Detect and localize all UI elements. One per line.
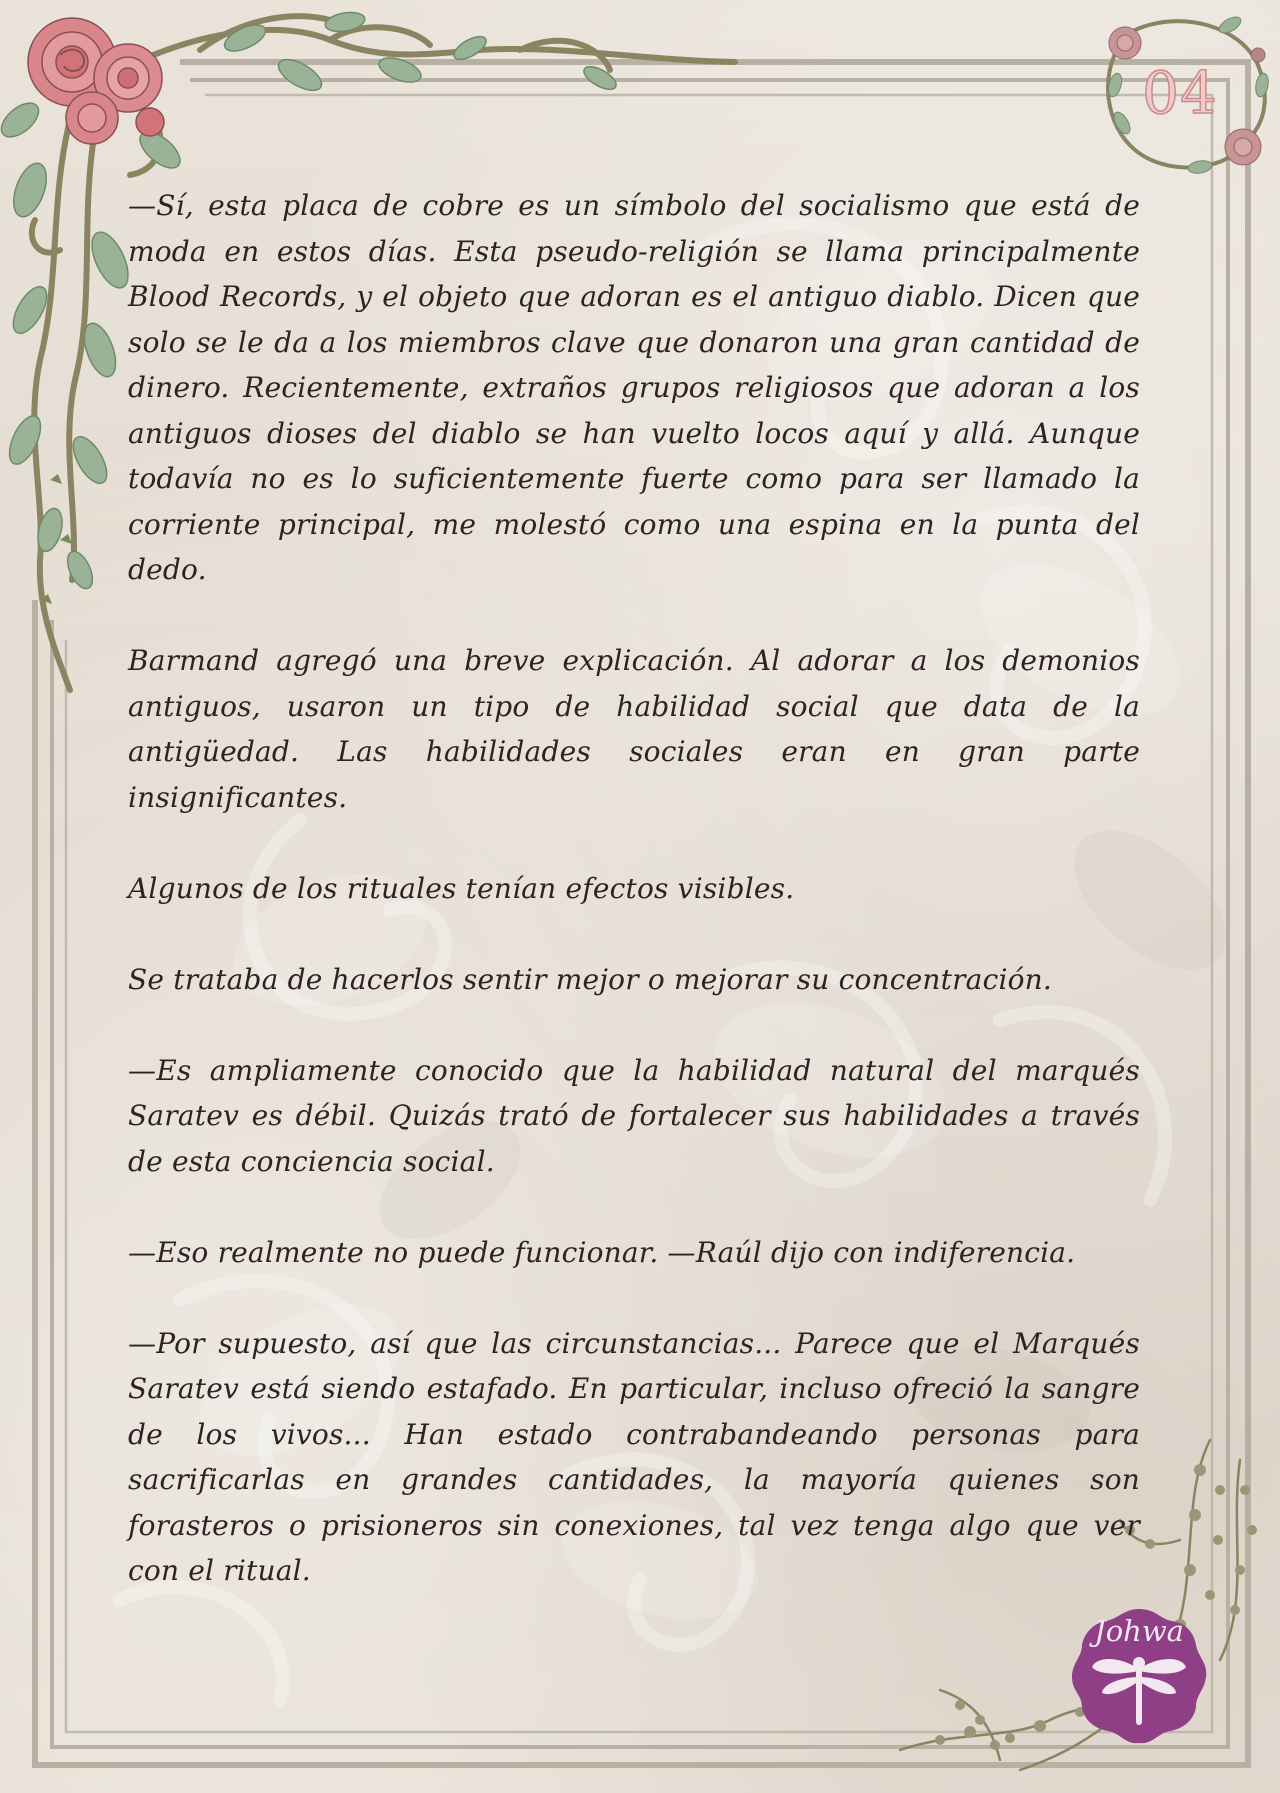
johwa-badge-label: Johwa: [1094, 1614, 1184, 1648]
paragraph: —Eso realmente no puede funcionar. —Raúl dijo con indiferencia.: [128, 1235, 1076, 1269]
paragraph: —Por supuesto, así que las circunstancias... Parece que el Marqués Saratev está siendo estafado. En particular, incluso ofreció la sangre de los vivos... Han estado contrabandeando personas para sacrificarlas en grandes cantidades, la mayoría quienes son forasteros o prisioneros sin conexiones, tal vez tenga algo que ver con el ritual.: [128, 1326, 1140, 1587]
page-number: 04: [1142, 59, 1218, 127]
paragraph: Se trataba de hacerlos sentir mejor o mejorar su concentración.: [128, 962, 1052, 996]
paragraph: —Es ampliamente conocido que la habilidad natural del marqués Saratev es débil. Quizás trató de fortalecer sus habilidades a través de esta conciencia social.: [128, 1053, 1140, 1178]
paragraph: Algunos de los rituales tenían efectos visibles.: [128, 871, 795, 905]
paragraph: Barmand agregó una breve explicación. Al adorar a los demonios antiguos, usaron un tipo de habilidad social que data de la antigüedad. Las habilidades sociales eran en gran parte insignificantes.: [128, 644, 1140, 814]
paragraph: —Sí, esta placa de cobre es un símbolo del socialismo que está de moda en estos días. Esta pseudo-religión se llama principalmente Blood Records, y el objeto que adoran es el antiguo diablo. Dicen que solo se le da a los miembros clave que donaron una gran cantidad de dinero. Recientemente, extraños grupos religiosos que adoran a los antiguos dioses del diablo se han vuelto locos aquí y allá. Aunque todavía no es lo suficientemente fuerte como para ser llamado la corriente principal, me molestó como una espina en la punta del dedo.: [128, 189, 1140, 586]
story-text: [128, 183, 1140, 1594]
